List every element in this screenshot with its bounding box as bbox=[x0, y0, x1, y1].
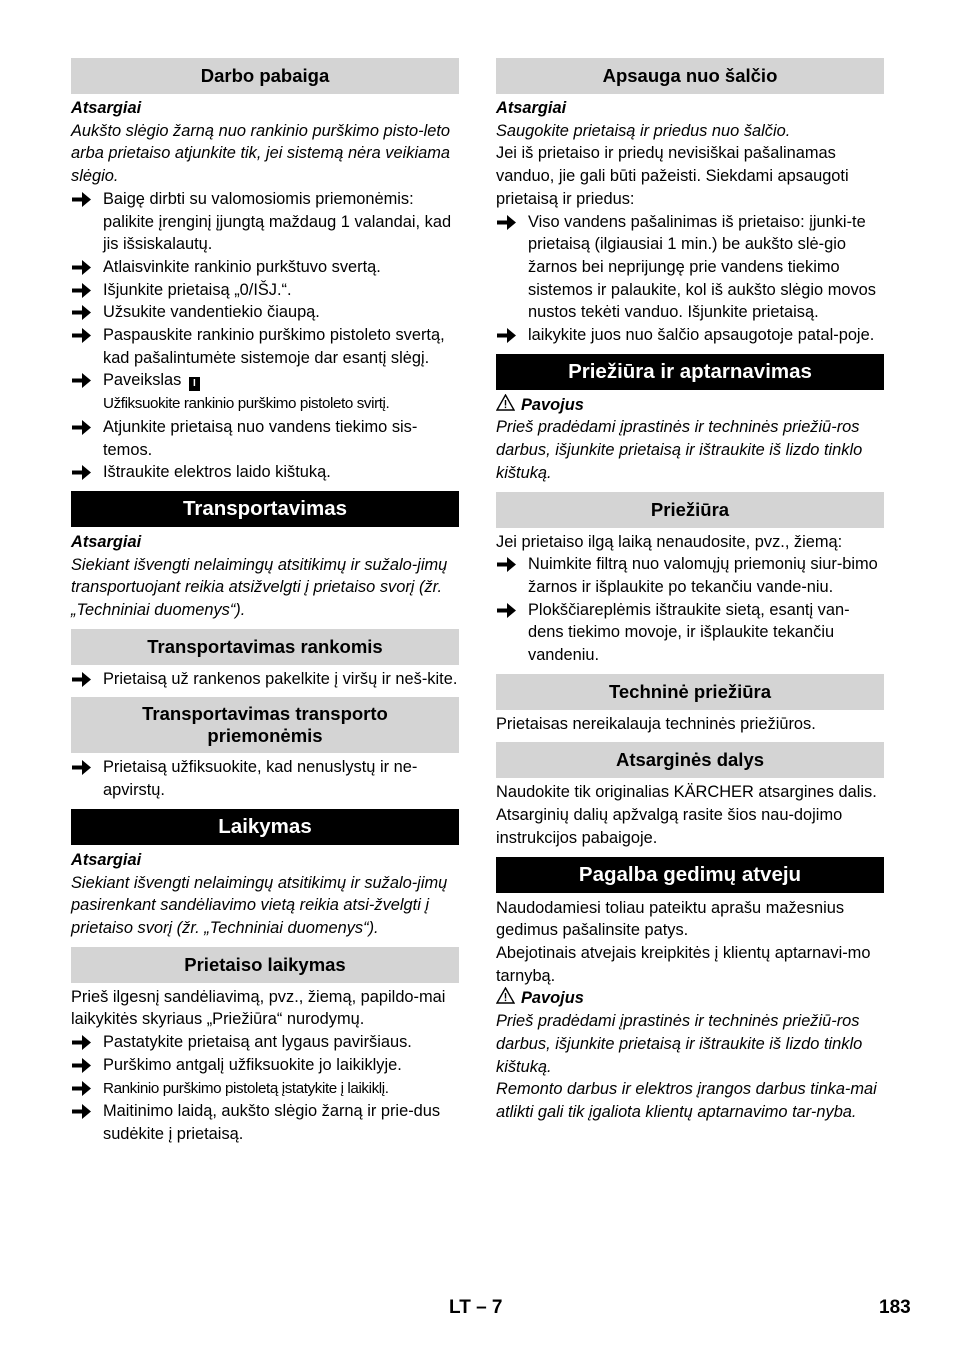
paragraph: Prietaisas nereikalauja techninės priežiūros. bbox=[496, 714, 816, 733]
figure-number-badge: I bbox=[189, 377, 200, 391]
paragraph: Prieš ilgesnį sandėliavimą, pvz., žiemą, papildo-mai laikykitės skyriaus „Priežiūra“ nurodymų. bbox=[71, 987, 446, 1029]
paragraph: Abejotinais atvejais kreipkitės į klientų aptarnavi-mo tarnybą. bbox=[496, 943, 871, 985]
list-item bbox=[71, 1031, 459, 1054]
section-title-prietaiso-laikymas: Prietaiso laikymas bbox=[71, 947, 459, 983]
footer-page-number: 183 bbox=[879, 1297, 911, 1318]
danger-label bbox=[496, 394, 884, 417]
list-item-text: Atjunkite prietaisą nuo vandens tiekimo sis-temos. bbox=[103, 417, 418, 459]
caution-text: Aukšto slėgio žarną nuo rankinio purškimo pisto-leto arba prietaiso atjunkite tik, jei sistemą nėra veikiama slėgio. bbox=[71, 121, 451, 186]
list-item-text: Užsukite vandentiekio čiaupą. bbox=[103, 303, 320, 322]
list-item-text: Purškimo antgalį užfiksuokite jo laikiklyje. bbox=[103, 1055, 402, 1074]
danger-text: Remonto darbus ir elektros įrangos darbus tinka-mai atlikti gali tik įgaliota klientų aptarnavimo tar-nyba. bbox=[496, 1080, 877, 1121]
list-item-text: Ištraukite elektros laido kištuką. bbox=[103, 463, 331, 482]
list-item bbox=[71, 279, 459, 302]
section-title-technine-prieziura: Techninė priežiūra bbox=[496, 674, 884, 710]
list-item bbox=[496, 553, 884, 598]
list-item-text: Pastatykite prietaisą ant lygaus paviršiaus. bbox=[103, 1033, 412, 1052]
section-title-transportavimas-rankomis: Transportavimas rankomis bbox=[71, 629, 459, 665]
list-item bbox=[71, 256, 459, 279]
caution-label: Atsargiai bbox=[71, 532, 142, 551]
arrow-right-icon bbox=[497, 215, 516, 230]
arrow-right-icon bbox=[72, 1035, 91, 1050]
list-item-text: Atlaisvinkite rankinio purkštuvo svertą. bbox=[103, 257, 381, 276]
list-item bbox=[496, 324, 884, 347]
danger-label-text: Pavojus bbox=[521, 395, 584, 414]
arrow-right-icon bbox=[72, 672, 91, 687]
arrow-right-icon bbox=[72, 1104, 91, 1119]
list-item bbox=[71, 188, 459, 256]
list-item bbox=[71, 668, 459, 691]
section-title-transportavimas: Transportavimas bbox=[71, 491, 459, 527]
section-title-atsargines-dalys: Atsarginės dalys bbox=[496, 742, 884, 778]
list-item-text: Rankinio purškimo pistoletą įstatykite į laikiklį. bbox=[103, 1079, 389, 1097]
arrow-right-icon bbox=[497, 328, 516, 343]
paragraph: Naudodamiesi toliau pateiktu aprašu mažesnius gedimus pašalinsite patys. bbox=[496, 898, 845, 940]
list-item bbox=[496, 599, 884, 667]
figure-note: Užfiksuokite rankinio purškimo pistoleto svirtį. bbox=[103, 395, 390, 413]
arrow-right-icon bbox=[72, 283, 91, 298]
list-item bbox=[71, 416, 459, 461]
paragraph: Naudokite tik originalias KÄRCHER atsargines dalis. Atsarginių dalių apžvalgą rasite šios nau-dojimo instrukcijos pabaigoje. bbox=[496, 783, 877, 847]
list-item-text: Viso vandens pašalinimas iš prietaiso: įjunki-te prietaisą (ilgiausiai 1 min.) be aukšto slė-gio žarnos bei neprijungę prie vandens tiekimo sistemos ir palaukite, kol iš aukšto slėgio movos nustos tekėti vanduo. Išjunkite prietaisą. bbox=[528, 212, 876, 322]
section-title-prieziura: Priežiūra bbox=[496, 492, 884, 528]
arrow-right-icon bbox=[72, 328, 91, 343]
danger-label bbox=[496, 987, 884, 1010]
list-item bbox=[71, 301, 459, 324]
list-item-text: Prietaisą užfiksuokite, kad nenuslystų ir ne-apvirstų. bbox=[103, 758, 418, 800]
list-item bbox=[71, 369, 459, 415]
list-item bbox=[71, 1054, 459, 1077]
section-title-prieziura-ir-aptarnavimas: Priežiūra ir aptarnavimas bbox=[496, 354, 884, 390]
list-item-text: Paspauskite rankinio purškimo pistoleto svertą, kad pašalintumėte sistemoje dar esantį slėgį. bbox=[103, 326, 445, 367]
warning-triangle-icon bbox=[496, 987, 515, 1004]
list-item-text: Nuimkite filtrą nuo valomųjų priemonių siur-bimo žarnos ir išplaukite po tekančiu vande-niu. bbox=[528, 555, 878, 596]
arrow-right-icon bbox=[72, 260, 91, 275]
danger-text: Prieš pradėdami įprastinės ir techninės priežiū-ros darbus, išjunkite prietaisą ir ištraukite iš lizdo tinklo kištuką. bbox=[496, 418, 863, 482]
arrow-right-icon bbox=[72, 1058, 91, 1073]
arrow-right-icon bbox=[72, 420, 91, 435]
list-item-text: Baigę dirbti su valomosiomis priemonėmis: palikite įrenginį įjungtą maždaug 1 valandai, kad jis išsiskalautų. bbox=[103, 189, 452, 254]
figure-label: Paveikslas bbox=[103, 371, 182, 390]
arrow-right-icon bbox=[497, 603, 516, 618]
section-title-transportavimas-transporto-priemonemis: Transportavimas transporto priemonėmis bbox=[71, 697, 459, 753]
danger-text: Prieš pradėdami įprastinės ir techninės priežiū-ros darbus, išjunkite prietaisą ir ištraukite iš lizdo tinklo kištuką. bbox=[496, 1012, 863, 1076]
caution-label: Atsargiai bbox=[496, 99, 567, 117]
section-title-laikymas: Laikymas bbox=[71, 809, 459, 845]
list-item-text: Prietaisą už rankenos pakelkite į viršų ir neš-kite. bbox=[103, 669, 458, 688]
list-item-text: laikykite juos nuo šalčio apsaugotoje patal-poje. bbox=[528, 326, 875, 345]
caution-text: Siekiant išvengti nelaimingų atsitikimų ir sužalo-jimų pasirenkant sandėliavimo vietą reikia atsi-žvelgti į prietaiso svorį (žr. „Techniniai duomenys“). bbox=[71, 873, 448, 937]
list-item bbox=[71, 1100, 459, 1145]
caution-label: Atsargiai bbox=[71, 99, 142, 117]
list-item-text: Plokščiareplėmis ištraukite sietą, esantį van-dens tiekimo movoje, ir išplaukite tekančiu vandeniu. bbox=[528, 600, 850, 665]
caution-label: Atsargiai bbox=[71, 850, 142, 869]
arrow-right-icon bbox=[72, 465, 91, 480]
arrow-right-icon bbox=[72, 192, 91, 207]
section-title-pagalba-gedimu-atveju: Pagalba gedimų atveju bbox=[496, 857, 884, 893]
left-column bbox=[71, 58, 459, 1146]
arrow-right-icon bbox=[497, 557, 516, 572]
caution-text: Siekiant išvengti nelaimingų atsitikimų ir sužalo-jimų transportuojant reikia atsižvelgti į prietaiso svorį (žr. „Techniniai duomenys“). bbox=[71, 555, 448, 620]
right-column bbox=[496, 58, 884, 1124]
arrow-right-icon bbox=[72, 305, 91, 320]
section-title-darbo-pabaiga: Darbo pabaiga bbox=[71, 58, 459, 94]
arrow-right-icon bbox=[72, 1081, 91, 1096]
danger-label-text: Pavojus bbox=[521, 989, 584, 1008]
arrow-right-icon bbox=[72, 373, 91, 388]
list-item bbox=[71, 461, 459, 484]
list-item-text: Maitinimo laidą, aukšto slėgio žarną ir prie-dus sudėkite į prietaisą. bbox=[103, 1102, 441, 1143]
footer-language-page: LT – 7 bbox=[449, 1297, 503, 1318]
caution-text: Saugokite prietaisą ir priedus nuo šalčio. bbox=[496, 121, 791, 140]
list-item bbox=[71, 756, 459, 801]
paragraph: Jei iš prietaiso ir priedų nevisiškai pašalinamas vanduo, jie gali būti pažeisti. Siekdami apsaugoti prietaisą ir priedus: bbox=[496, 144, 849, 208]
list-item bbox=[71, 1077, 459, 1101]
arrow-right-icon bbox=[72, 760, 91, 775]
list-item bbox=[496, 211, 884, 325]
warning-triangle-icon bbox=[496, 394, 515, 411]
section-title-apsauga-nuo-salcio: Apsauga nuo šalčio bbox=[496, 58, 884, 94]
list-item-text: Išjunkite prietaisą „0/IŠJ.“. bbox=[103, 280, 292, 299]
paragraph: Jei prietaiso ilgą laiką nenaudosite, pvz., žiemą: bbox=[496, 532, 843, 551]
list-item bbox=[71, 324, 459, 369]
